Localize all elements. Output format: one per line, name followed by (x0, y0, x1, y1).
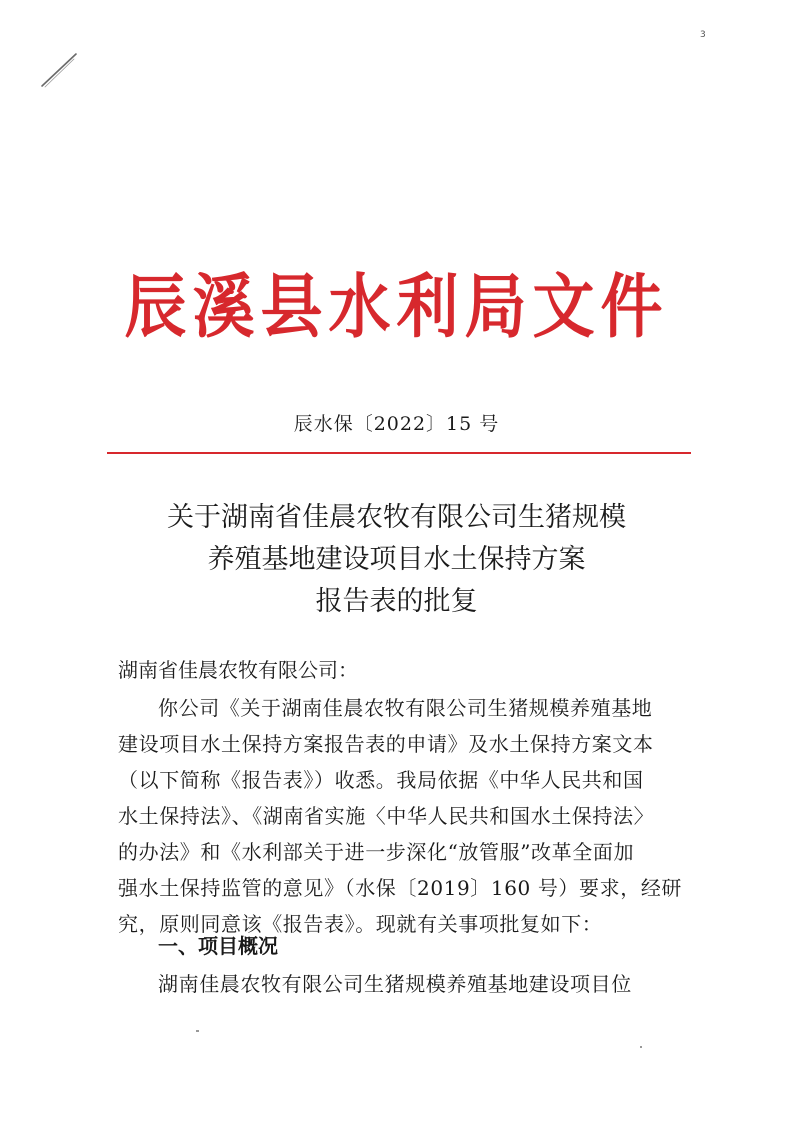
red-divider-line (107, 452, 691, 454)
section-heading: 一、项目概况 (158, 934, 278, 958)
salutation: 湖南省佳晨农牧有限公司： (118, 658, 358, 682)
scan-speck (640, 1046, 642, 1048)
document-title (0, 497, 793, 623)
corner-page-mark: 3 (700, 30, 706, 40)
paragraph-line: 建设项目水土保持方案报告表的申请》及水土保持方案文本 (118, 732, 654, 756)
title-line-2: 养殖基地建设项目水土保持方案 (207, 544, 586, 575)
body-paragraph (118, 690, 683, 942)
document-number: 辰水保〔2022〕15 号 (293, 413, 500, 435)
section-paragraph-line: 湖南佳晨农牧有限公司生猪规模养殖基地建设项目位 (158, 972, 632, 996)
agency-document-header: 辰溪县水利局文件 (124, 265, 669, 348)
title-line-3: 报告表的批复 (315, 586, 478, 617)
paragraph-line: 强水土保持监管的意见》（水保〔2019〕160 号）要求，经研 (118, 876, 683, 900)
pen-stroke-mark (40, 50, 80, 90)
paragraph-line: 你公司《关于湖南佳晨农牧有限公司生猪规模养殖基地 (158, 696, 653, 720)
title-line-1: 关于湖南省佳晨农牧有限公司生猪规模 (167, 502, 626, 533)
scan-speck (196, 1030, 199, 1032)
paragraph-line: （以下简称《报告表》）收悉。我局依据《中华人民共和国 (118, 768, 644, 792)
paragraph-line: 究，原则同意该《报告表》。现就有关事项批复如下： (118, 912, 603, 936)
paragraph-line: 水土保持法》、《湖南省实施〈中华人民共和国水土保持法〉 (118, 804, 655, 828)
paragraph-line: 的办法》和《水利部关于进一步深化“放管服”改革全面加 (118, 840, 635, 864)
